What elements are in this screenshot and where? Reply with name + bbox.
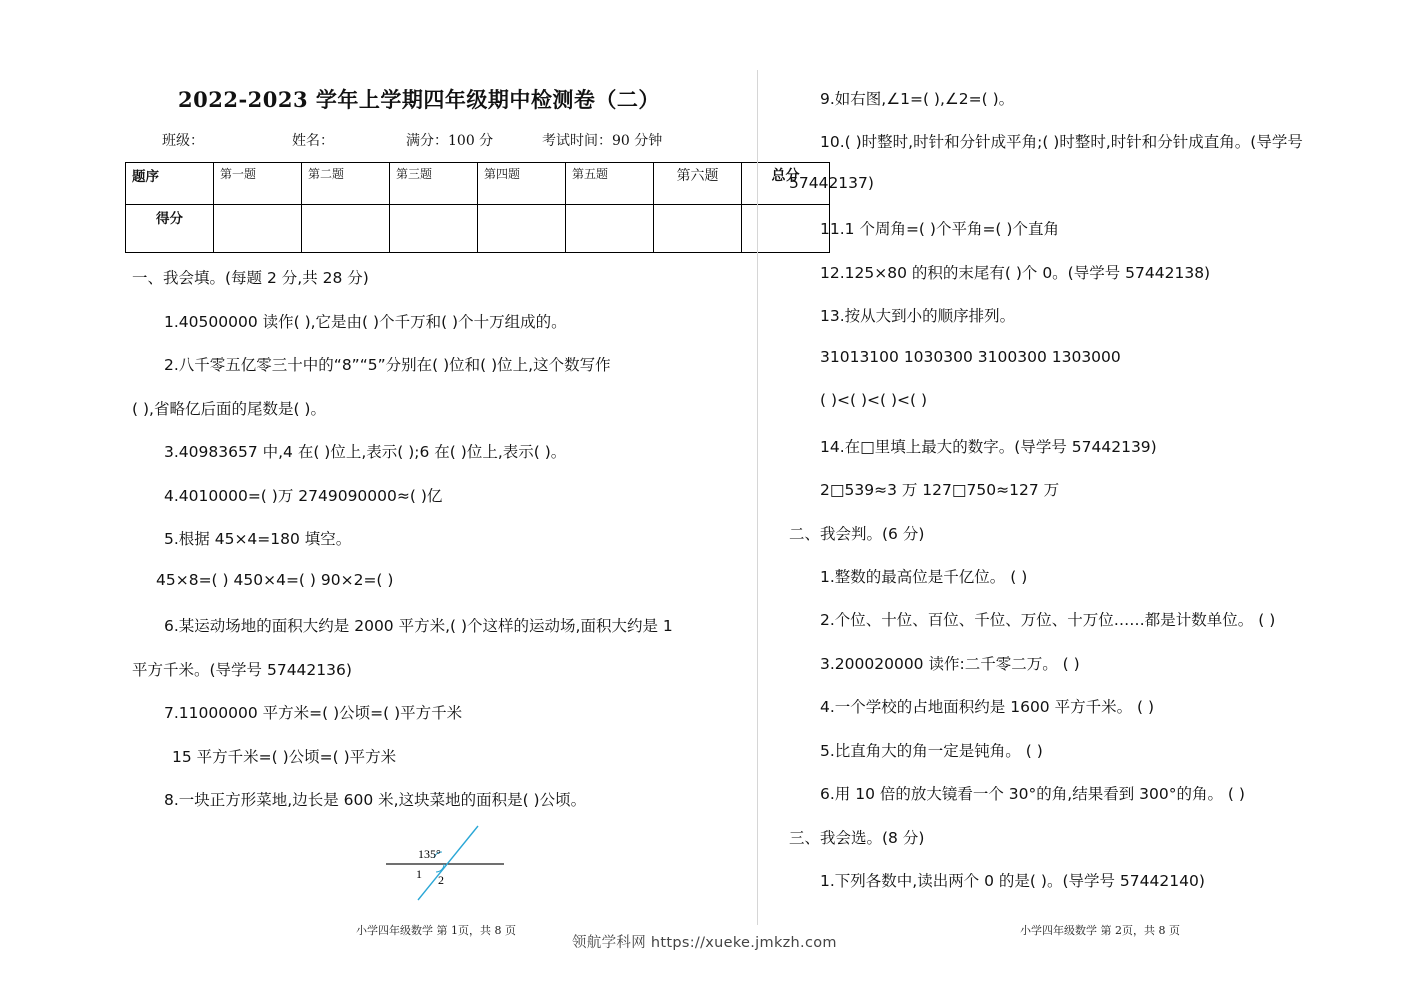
angle-label-135: 135°: [418, 847, 441, 861]
score-table: [125, 162, 830, 253]
score-cell[interactable]: [390, 205, 478, 253]
question-line: 1.40500000 读作( ),它是由( )个千万和( )个十万组成的。: [164, 313, 567, 331]
score-cell[interactable]: [566, 205, 654, 253]
question-line: 平方千米。(导学号 57442136): [132, 661, 352, 679]
class-label: 班级：: [162, 133, 204, 149]
name-label: 姓名：: [292, 133, 334, 149]
question-line: 9.如右图,∠1=( ),∠2=( )。: [820, 90, 1015, 108]
exam-time: 考试时间：90 分钟: [542, 133, 663, 149]
page-footer-right: 小学四年级数学 第 2页，共 8 页: [1020, 924, 1180, 937]
angle-figure: [380, 820, 520, 910]
score-table-header: 第三题: [390, 163, 478, 205]
score-table-header: 第六题: [654, 163, 742, 205]
page-divider: [757, 70, 758, 925]
section-heading: 一、我会填。(每题 2 分,共 28 分): [132, 269, 369, 287]
question-line: 31013100 1030300 3100300 1303000: [820, 348, 1121, 366]
question-line: 3.40983657 中,4 在( )位上,表示( );6 在( )位上,表示( )。: [164, 443, 567, 461]
score-cell[interactable]: [214, 205, 302, 253]
question-line: 3.200020000 读作:二千零二万。 ( ): [820, 655, 1080, 673]
question-line: 2.八千零五亿零三十中的“8”“5”分别在( )位和( )位上,这个数写作: [164, 356, 611, 374]
score-table-header: 第四题: [478, 163, 566, 205]
question-line: 45×8=( ) 450×4=( ) 90×2=( ): [156, 571, 394, 589]
question-line: 1.下列各数中,读出两个 0 的是( )。(导学号 57442140): [820, 872, 1205, 890]
score-cell[interactable]: [302, 205, 390, 253]
score-cell[interactable]: [478, 205, 566, 253]
watermark-text: 领航学科网 https://xueke.jmkzh.com: [572, 935, 837, 951]
question-line: 4.4010000=( )万 2749090000≈( )亿: [164, 487, 443, 505]
score-row-label: 得分: [126, 205, 214, 253]
angle-label-2: 2: [438, 873, 444, 887]
score-table-header-row: [126, 163, 830, 205]
question-line: 13.按从大到小的顺序排列。: [820, 307, 1016, 325]
question-line: 10.( )时整时,时针和分针成平角;( )时整时,时针和分针成直角。(导学号: [820, 133, 1303, 151]
score-table-header: 第一题: [214, 163, 302, 205]
question-line: 1.整数的最高位是千亿位。 ( ): [820, 568, 1028, 586]
angle-arc: [436, 864, 444, 872]
score-table-header: 总分: [742, 163, 830, 205]
score-table-header: 题序: [126, 163, 214, 205]
full-score: 满分：100 分: [406, 133, 494, 149]
score-table-header: 第二题: [302, 163, 390, 205]
question-line: 12.125×80 的积的末尾有( )个 0。(导学号 57442138): [820, 264, 1211, 282]
section-heading: 三、我会选。(8 分): [789, 829, 925, 847]
question-line: 2.个位、十位、百位、千位、万位、十万位……都是计数单位。 ( ): [820, 611, 1276, 629]
score-table-score-row: [126, 205, 830, 253]
question-line: 14.在□里填上最大的数字。(导学号 57442139): [820, 438, 1157, 456]
angle-label-1: 1: [416, 867, 422, 881]
section-heading: 二、我会判。(6 分): [789, 525, 925, 543]
page-footer-left: 小学四年级数学 第 1页，共 8 页: [356, 924, 516, 937]
score-cell[interactable]: [654, 205, 742, 253]
question-line: 57442137): [789, 174, 874, 192]
question-line: 15 平方千米=( )公顷=( )平方米: [172, 748, 397, 766]
exam-title: 2022-2023 学年上学期四年级期中检测卷（二）: [178, 87, 660, 112]
question-line: 5.根据 45×4=180 填空。: [164, 530, 352, 548]
score-table-header: 第五题: [566, 163, 654, 205]
question-line: 8.一块正方形菜地,边长是 600 米,这块菜地的面积是( )公顷。: [164, 791, 587, 809]
diagonal-line: [418, 826, 478, 900]
question-line: 7.11000000 平方米=( )公顷=( )平方千米: [164, 704, 463, 722]
score-cell[interactable]: [742, 205, 830, 253]
question-line: ( )<( )<( )<( ): [820, 391, 928, 409]
question-line: 6.用 10 倍的放大镜看一个 30°的角,结果看到 300°的角。 ( ): [820, 785, 1245, 803]
question-line: 11.1 个周角=( )个平角=( )个直角: [820, 220, 1059, 238]
question-line: 2□539≈3 万 127□750≈127 万: [820, 481, 1060, 499]
question-line: ( ),省略亿后面的尾数是( )。: [132, 400, 326, 418]
question-line: 6.某运动场地的面积大约是 2000 平方米,( )个这样的运动场,面积大约是 1: [164, 617, 673, 635]
question-line: 5.比直角大的角一定是钝角。 ( ): [820, 742, 1043, 760]
question-line: 4.一个学校的占地面积约是 1600 平方千米。 ( ): [820, 698, 1155, 716]
